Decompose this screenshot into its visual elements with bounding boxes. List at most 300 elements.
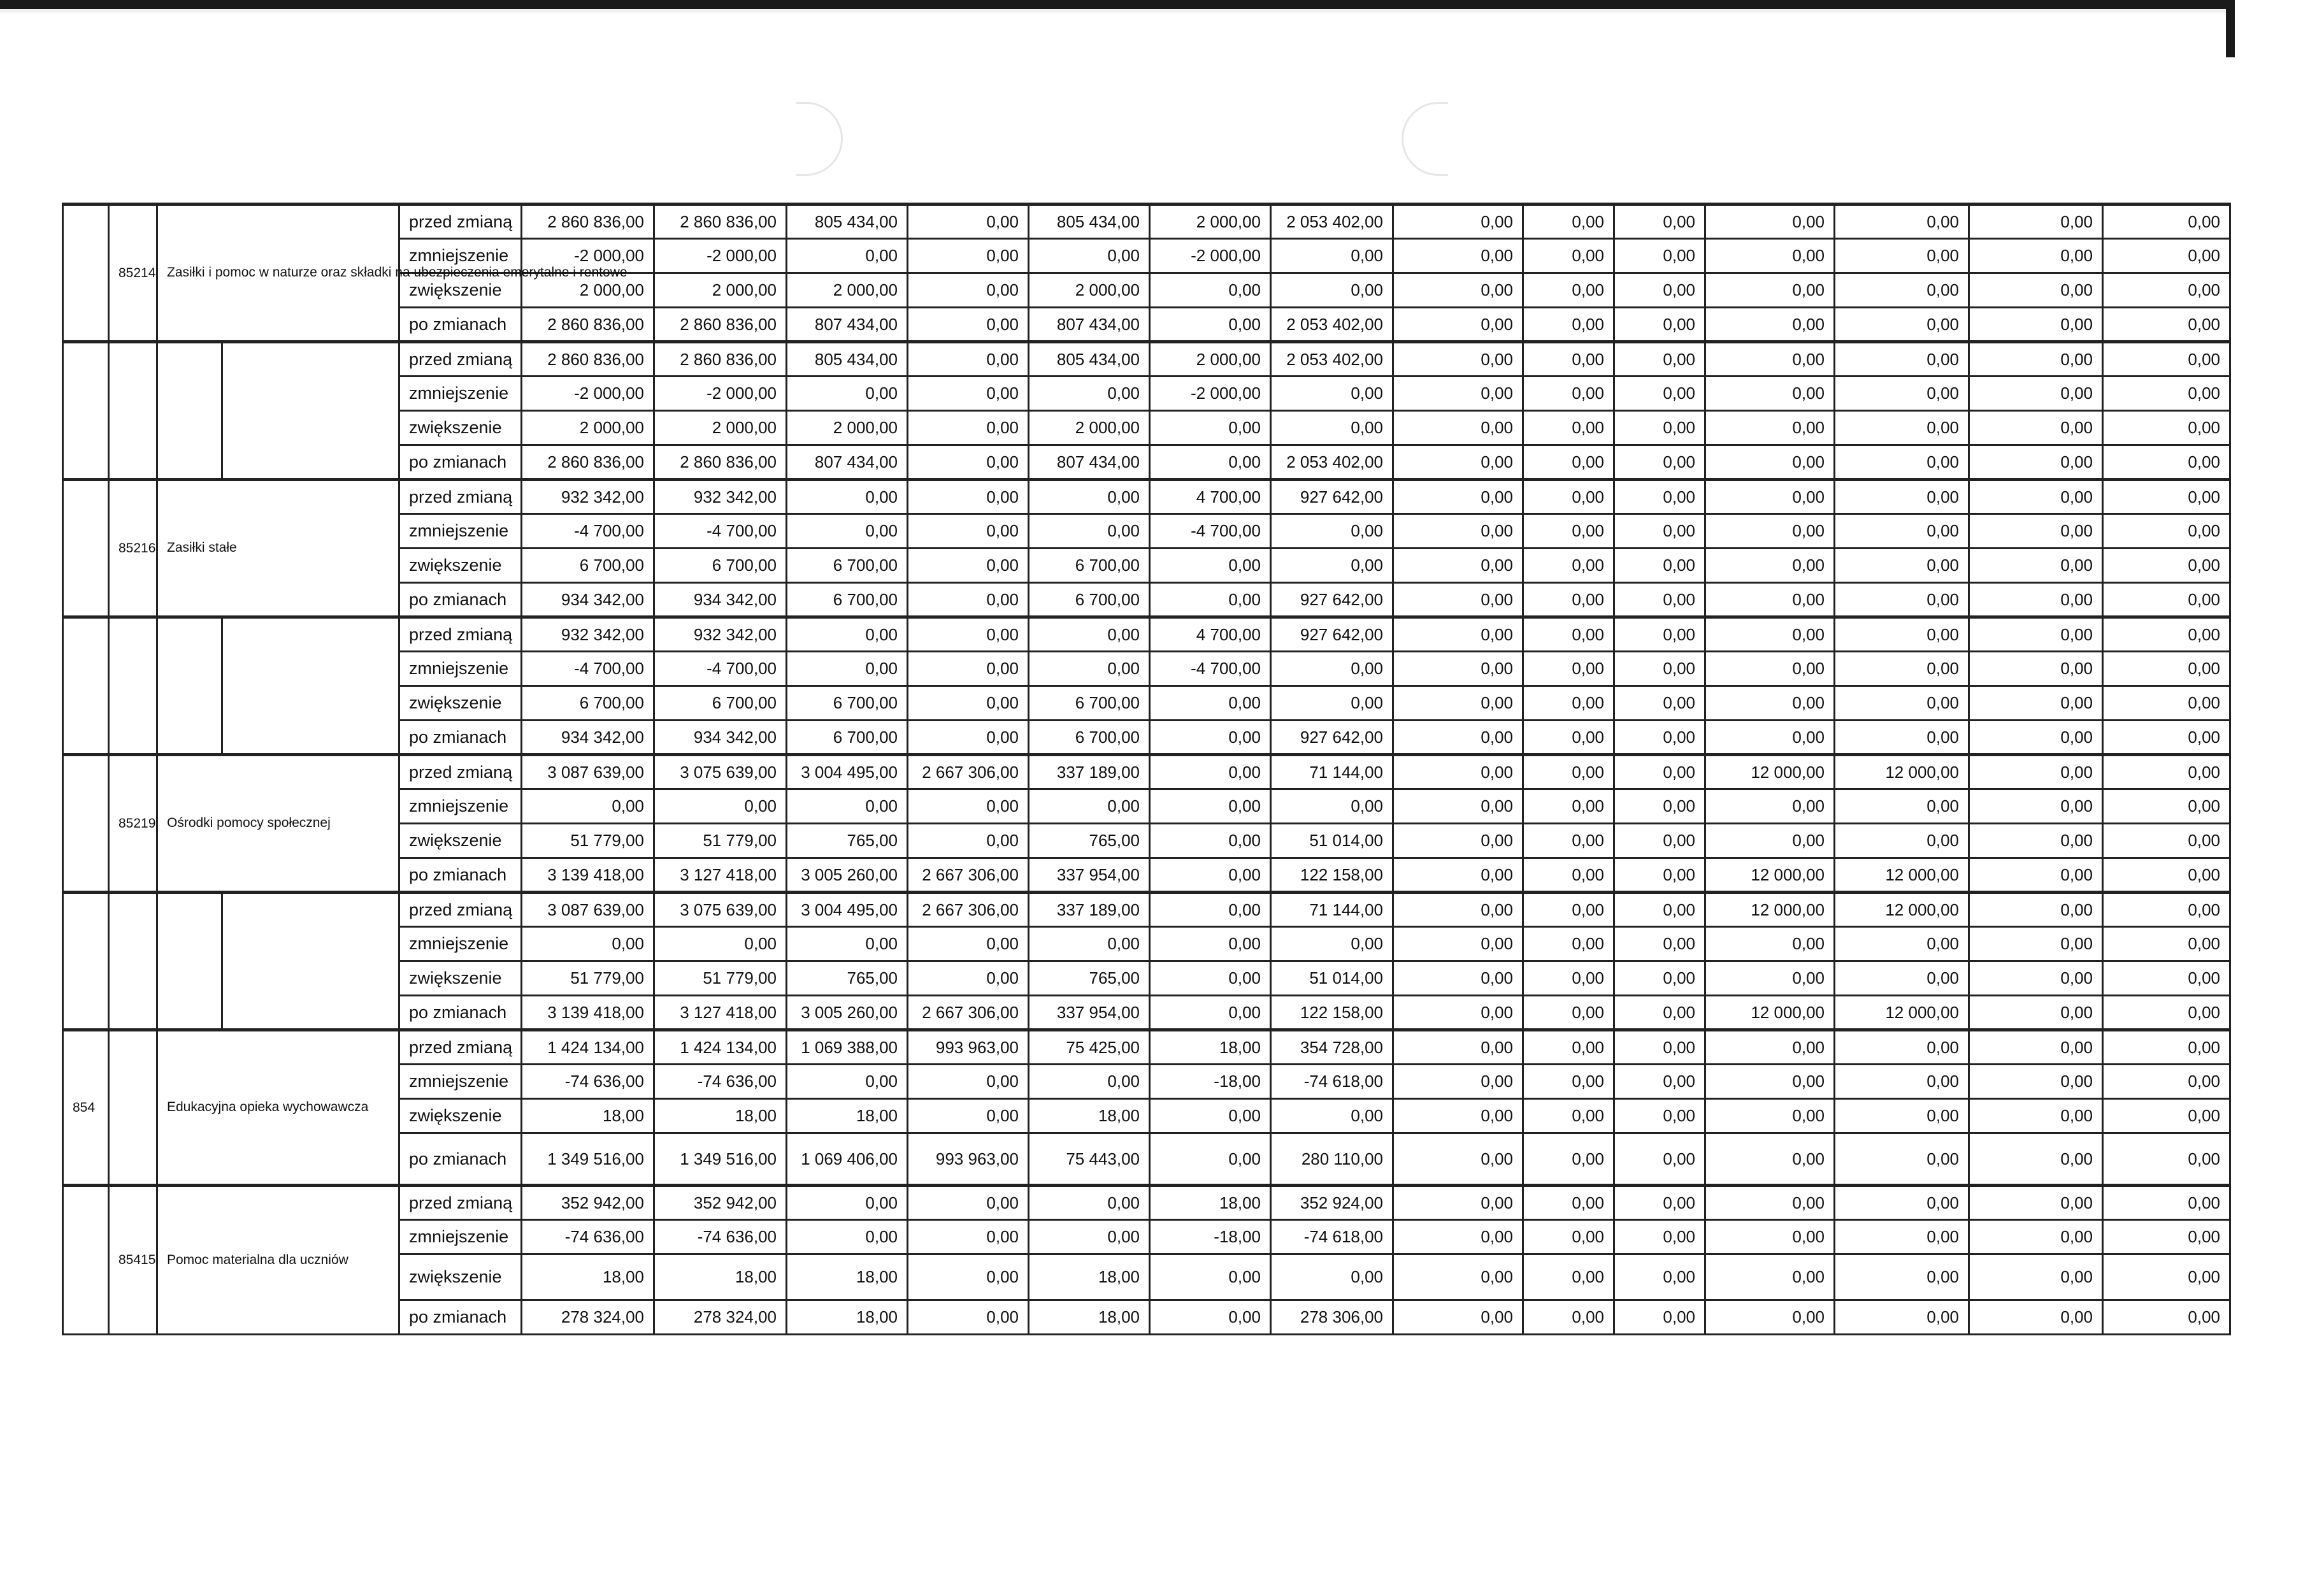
dzial-code [63,1186,109,1335]
amount-cell: 0,00 [1705,961,1835,996]
amount-cell: -74 636,00 [522,1220,654,1254]
amount-cell: 0,00 [1150,824,1271,858]
amount-cell: 6 700,00 [787,549,908,583]
amount-cell: 0,00 [2103,789,2230,824]
amount-cell: 3 139 418,00 [522,996,654,1030]
amount-cell: 0,00 [1705,1065,1835,1099]
amount-cell: -74 636,00 [654,1065,787,1099]
amount-cell: 4 700,00 [1150,480,1271,514]
amount-cell: 6 700,00 [1029,686,1150,721]
amount-cell: 0,00 [1150,445,1271,480]
amount-cell: 0,00 [2103,686,2230,721]
rozdzial-code: 85216 [109,480,157,617]
amount-cell: 0,00 [1969,411,2103,445]
amount-cell: 0,00 [1150,927,1271,961]
amount-cell: 0,00 [1614,893,1705,927]
amount-cell: 0,00 [1969,927,2103,961]
amount-cell: 0,00 [1969,377,2103,411]
amount-cell: 0,00 [1150,858,1271,893]
amount-cell: 6 700,00 [787,583,908,617]
amount-cell: 0,00 [908,1186,1029,1220]
change-type-label: po zmianach [399,583,522,617]
amount-cell: 0,00 [787,789,908,824]
amount-cell: 6 700,00 [787,721,908,755]
amount-cell: 6 700,00 [522,686,654,721]
amount-cell: 2 667 306,00 [908,755,1029,789]
amount-cell: 0,00 [1614,411,1705,445]
amount-cell: 0,00 [1705,686,1835,721]
amount-cell: 0,00 [1835,1065,1969,1099]
change-type-label: zwiększenie [399,686,522,721]
amount-cell: 0,00 [1835,721,1969,755]
amount-cell: 805 434,00 [787,342,908,377]
table-row [63,480,2323,514]
amount-cell: 0,00 [1969,549,2103,583]
amount-cell: 0,00 [1614,1030,1705,1065]
amount-cell: 934 342,00 [654,583,787,617]
amount-cell: -18,00 [1150,1065,1271,1099]
paragraph-cell [157,342,222,480]
amount-cell: 18,00 [787,1300,908,1335]
amount-cell: 0,00 [1523,996,1614,1030]
amount-cell: 0,00 [1150,893,1271,927]
amount-cell: 0,00 [1969,721,2103,755]
amount-cell: 0,00 [1523,411,1614,445]
table-row [63,652,2323,686]
dzial-code [63,617,109,755]
amount-cell: 12 000,00 [1705,893,1835,927]
amount-cell: 0,00 [2103,1133,2230,1186]
amount-cell: 805 434,00 [787,205,908,239]
amount-cell: 71 144,00 [1271,755,1393,789]
amount-cell: 0,00 [1835,652,1969,686]
amount-cell: 2 000,00 [522,273,654,308]
table-row [63,1065,2323,1099]
amount-cell: 0,00 [1271,377,1393,411]
amount-cell: 0,00 [1969,1186,2103,1220]
amount-cell: 0,00 [2103,411,2230,445]
amount-cell: 0,00 [2103,514,2230,549]
amount-cell: 0,00 [1393,996,1523,1030]
amount-cell: 3 139 418,00 [522,858,654,893]
amount-cell: 0,00 [2103,480,2230,514]
table-row [63,342,2323,377]
amount-cell: 0,00 [908,789,1029,824]
amount-cell: 0,00 [1705,480,1835,514]
change-type-label: przed zmianą [399,342,522,377]
table-row [63,789,2323,824]
amount-cell: 765,00 [1029,824,1150,858]
section-name [222,893,399,1030]
change-type-label: zwiększenie [399,961,522,996]
amount-cell: 51 779,00 [654,961,787,996]
change-type-label: po zmianach [399,996,522,1030]
amount-cell: 0,00 [1029,239,1150,273]
table-row [63,377,2323,411]
table-row [63,755,2323,789]
amount-cell: 278 306,00 [1271,1300,1393,1335]
amount-cell: 18,00 [787,1099,908,1133]
amount-cell: 51 779,00 [654,824,787,858]
amount-cell: 0,00 [1393,1300,1523,1335]
amount-cell: 51 779,00 [522,824,654,858]
amount-cell: 0,00 [1029,927,1150,961]
amount-cell: 6 700,00 [654,686,787,721]
change-type-label: zmniejszenie [399,1220,522,1254]
amount-cell: 0,00 [1969,824,2103,858]
amount-cell: 2 000,00 [654,411,787,445]
change-type-label: przed zmianą [399,480,522,514]
amount-cell: 0,00 [1835,1030,1969,1065]
amount-cell: 0,00 [1393,549,1523,583]
amount-cell: 2 860 836,00 [654,308,787,342]
amount-cell: 3 087 639,00 [522,893,654,927]
amount-cell: 0,00 [1029,652,1150,686]
amount-cell: 934 342,00 [522,583,654,617]
amount-cell: 354 728,00 [1271,1030,1393,1065]
table-row [63,445,2323,480]
amount-cell: 0,00 [1835,480,1969,514]
section-name: Ośrodki pomocy społecznej [157,755,399,893]
amount-cell: 0,00 [1835,1186,1969,1220]
amount-cell: 0,00 [2103,445,2230,480]
amount-cell: 0,00 [1029,1065,1150,1099]
amount-cell: 0,00 [1271,1254,1393,1300]
amount-cell: 0,00 [1969,617,2103,652]
amount-cell: 0,00 [1393,721,1523,755]
amount-cell: 75 425,00 [1029,1030,1150,1065]
amount-cell: 0,00 [1393,377,1523,411]
section-name [222,342,399,480]
amount-cell: 2 000,00 [1150,205,1271,239]
amount-cell: 0,00 [1150,273,1271,308]
table-row [63,961,2323,996]
amount-cell: 0,00 [1523,1220,1614,1254]
amount-cell: 0,00 [787,377,908,411]
amount-cell: 0,00 [908,652,1029,686]
amount-cell: 0,00 [1969,273,2103,308]
amount-cell: 0,00 [2103,1220,2230,1254]
amount-cell: -4 700,00 [1150,652,1271,686]
amount-cell: 0,00 [1393,893,1523,927]
amount-cell: 0,00 [1969,1254,2103,1300]
dzial-code [63,205,109,342]
amount-cell: 12 000,00 [1835,996,1969,1030]
amount-cell: 0,00 [1029,514,1150,549]
amount-cell: 0,00 [1393,617,1523,652]
amount-cell: 1 349 516,00 [654,1133,787,1186]
rozdzial-code [109,1030,157,1186]
amount-cell: 2 860 836,00 [654,205,787,239]
amount-cell: 0,00 [1835,342,1969,377]
amount-cell: 0,00 [1835,1133,1969,1186]
amount-cell: 0,00 [2103,893,2230,927]
amount-cell: 0,00 [1393,583,1523,617]
rozdzial-code [109,617,157,755]
amount-cell: 0,00 [908,273,1029,308]
amount-cell: 0,00 [1271,411,1393,445]
amount-cell: 0,00 [1969,583,2103,617]
amount-cell: 0,00 [1393,205,1523,239]
scan-top-margin [0,9,2235,13]
table-row [63,1030,2323,1065]
change-type-label: zwiększenie [399,824,522,858]
amount-cell: 3 075 639,00 [654,893,787,927]
amount-cell: 0,00 [1969,308,2103,342]
amount-cell: 0,00 [1523,445,1614,480]
amount-cell: 0,00 [1523,480,1614,514]
amount-cell: 0,00 [1523,858,1614,893]
amount-cell: 0,00 [1969,1133,2103,1186]
amount-cell: 0,00 [1705,445,1835,480]
amount-cell: 0,00 [1271,1099,1393,1133]
amount-cell: 0,00 [1835,1300,1969,1335]
amount-cell: 0,00 [1393,755,1523,789]
amount-cell: -2 000,00 [1150,239,1271,273]
change-type-label: po zmianach [399,721,522,755]
amount-cell: 0,00 [1705,308,1835,342]
amount-cell: 2 053 402,00 [1271,445,1393,480]
amount-cell: 0,00 [1393,308,1523,342]
amount-cell: 0,00 [2103,755,2230,789]
amount-cell: 0,00 [908,549,1029,583]
amount-cell: 0,00 [1705,583,1835,617]
amount-cell: 0,00 [2103,1030,2230,1065]
amount-cell: 0,00 [1393,411,1523,445]
amount-cell: 0,00 [1614,721,1705,755]
amount-cell: 0,00 [1523,239,1614,273]
amount-cell: 3 005 260,00 [787,996,908,1030]
amount-cell: -2 000,00 [654,377,787,411]
amount-cell: 0,00 [1705,549,1835,583]
amount-cell: 0,00 [1835,824,1969,858]
amount-cell: 0,00 [1523,1133,1614,1186]
amount-cell: 0,00 [787,514,908,549]
amount-cell: 0,00 [1271,789,1393,824]
amount-cell: 0,00 [1523,824,1614,858]
amount-cell: 0,00 [2103,377,2230,411]
amount-cell: 765,00 [787,824,908,858]
amount-cell: 2 860 836,00 [522,205,654,239]
rozdzial-code [109,342,157,480]
amount-cell: 0,00 [908,1099,1029,1133]
amount-cell: 805 434,00 [1029,205,1150,239]
amount-cell: 2 000,00 [1029,273,1150,308]
amount-cell: 0,00 [1705,1300,1835,1335]
amount-cell: 6 700,00 [522,549,654,583]
amount-cell: 352 942,00 [522,1186,654,1220]
change-type-label: przed zmianą [399,893,522,927]
amount-cell: 2 000,00 [654,273,787,308]
table-row [63,583,2323,617]
amount-cell: 0,00 [908,342,1029,377]
amount-cell: 0,00 [1969,1300,2103,1335]
change-type-label: zmniejszenie [399,789,522,824]
amount-cell: 122 158,00 [1271,858,1393,893]
rozdzial-code [109,893,157,1030]
amount-cell: 0,00 [2103,239,2230,273]
amount-cell: 0,00 [1523,1186,1614,1220]
amount-cell: 0,00 [2103,996,2230,1030]
amount-cell: 0,00 [1705,273,1835,308]
scan-top-edge [0,0,2235,9]
amount-cell: 0,00 [1393,342,1523,377]
amount-cell: 0,00 [1150,583,1271,617]
amount-cell: 0,00 [1150,1254,1271,1300]
table-row [63,411,2323,445]
change-type-label: po zmianach [399,445,522,480]
amount-cell: 0,00 [1835,789,1969,824]
amount-cell: 337 189,00 [1029,893,1150,927]
amount-cell: 0,00 [1969,445,2103,480]
amount-cell: 0,00 [1523,893,1614,927]
amount-cell: 0,00 [1523,789,1614,824]
amount-cell: 0,00 [1150,961,1271,996]
amount-cell: -2 000,00 [522,377,654,411]
amount-cell: -2 000,00 [1150,377,1271,411]
table-row [63,1300,2323,1335]
amount-cell: 0,00 [1705,1186,1835,1220]
amount-cell: 3 127 418,00 [654,858,787,893]
amount-cell: 0,00 [2103,205,2230,239]
amount-cell: 0,00 [1614,617,1705,652]
amount-cell: 765,00 [787,961,908,996]
amount-cell: 0,00 [1271,686,1393,721]
section-name: Pomoc materialna dla uczniów [157,1186,399,1335]
amount-cell: 1 349 516,00 [522,1133,654,1186]
amount-cell: 0,00 [1393,1254,1523,1300]
amount-cell: 0,00 [1150,686,1271,721]
amount-cell: 0,00 [908,927,1029,961]
amount-cell: 337 954,00 [1029,858,1150,893]
amount-cell: 0,00 [2103,342,2230,377]
amount-cell: 278 324,00 [522,1300,654,1335]
amount-cell: 122 158,00 [1271,996,1393,1030]
amount-cell: 807 434,00 [1029,445,1150,480]
amount-cell: 0,00 [1614,686,1705,721]
amount-cell: 51 014,00 [1271,824,1393,858]
amount-cell: 932 342,00 [522,480,654,514]
amount-cell: 3 004 495,00 [787,893,908,927]
amount-cell: 1 424 134,00 [522,1030,654,1065]
amount-cell: 0,00 [1393,239,1523,273]
amount-cell: 0,00 [1614,205,1705,239]
amount-cell: 0,00 [1835,583,1969,617]
amount-cell: -74 618,00 [1271,1220,1393,1254]
amount-cell: 0,00 [1614,445,1705,480]
amount-cell: 0,00 [908,617,1029,652]
change-type-label: zwiększenie [399,1099,522,1133]
change-type-label: po zmianach [399,1300,522,1335]
amount-cell: 352 942,00 [654,1186,787,1220]
rozdzial-code: 85214 [109,205,157,342]
amount-cell: 0,00 [1029,1220,1150,1254]
amount-cell: 0,00 [908,961,1029,996]
amount-cell: 3 005 260,00 [787,858,908,893]
amount-cell: 0,00 [1393,1065,1523,1099]
amount-cell: 0,00 [2103,308,2230,342]
amount-cell: 0,00 [2103,652,2230,686]
amount-cell: 0,00 [522,927,654,961]
amount-cell: 0,00 [1614,1300,1705,1335]
amount-cell: 0,00 [1705,1030,1835,1065]
amount-cell: 6 700,00 [654,549,787,583]
amount-cell: 0,00 [1393,1030,1523,1065]
amount-cell: 12 000,00 [1705,858,1835,893]
amount-cell: 0,00 [1271,273,1393,308]
amount-cell: 6 700,00 [787,686,908,721]
amount-cell: 0,00 [1150,1300,1271,1335]
table-row [63,549,2323,583]
amount-cell: 934 342,00 [522,721,654,755]
amount-cell: 2 053 402,00 [1271,205,1393,239]
change-type-label: zwiększenie [399,411,522,445]
amount-cell: 18,00 [522,1254,654,1300]
amount-cell: 12 000,00 [1705,755,1835,789]
amount-cell: 0,00 [2103,1186,2230,1220]
amount-cell: 3 004 495,00 [787,755,908,789]
table-row [63,893,2323,927]
amount-cell: 0,00 [1614,377,1705,411]
amount-cell: 0,00 [908,1220,1029,1254]
amount-cell: 0,00 [2103,617,2230,652]
amount-cell: 0,00 [1150,411,1271,445]
amount-cell: 2 667 306,00 [908,893,1029,927]
table-row [63,1186,2323,1220]
amount-cell: 0,00 [1393,1220,1523,1254]
amount-cell: 0,00 [787,1065,908,1099]
table-row [63,308,2323,342]
amount-cell: 0,00 [908,824,1029,858]
amount-cell: 0,00 [787,617,908,652]
amount-cell: 0,00 [908,411,1029,445]
amount-cell: 0,00 [1393,824,1523,858]
amount-cell: 0,00 [1393,789,1523,824]
amount-cell: 932 342,00 [654,480,787,514]
change-type-label: przed zmianą [399,1186,522,1220]
amount-cell: 18,00 [654,1099,787,1133]
amount-cell: 0,00 [908,445,1029,480]
amount-cell: 0,00 [908,721,1029,755]
dzial-code [63,342,109,480]
amount-cell: -4 700,00 [1150,514,1271,549]
amount-cell: 0,00 [1705,1220,1835,1254]
amount-cell: 807 434,00 [787,308,908,342]
amount-cell: 0,00 [1393,1186,1523,1220]
amount-cell: 0,00 [1969,1220,2103,1254]
amount-cell: 2 860 836,00 [522,445,654,480]
section-name [222,617,399,755]
amount-cell: -4 700,00 [654,652,787,686]
amount-cell: 0,00 [1705,789,1835,824]
amount-cell: 0,00 [908,686,1029,721]
amount-cell: 0,00 [908,1065,1029,1099]
amount-cell: 0,00 [1523,755,1614,789]
amount-cell: 18,00 [1150,1030,1271,1065]
amount-cell: 1 424 134,00 [654,1030,787,1065]
amount-cell: 0,00 [1029,480,1150,514]
amount-cell: 0,00 [1969,789,2103,824]
amount-cell: 0,00 [1393,858,1523,893]
amount-cell: 51 014,00 [1271,961,1393,996]
amount-cell: 0,00 [1614,927,1705,961]
amount-cell: 927 642,00 [1271,583,1393,617]
amount-cell: 6 700,00 [1029,721,1150,755]
amount-cell: 0,00 [1150,789,1271,824]
change-type-label: zmniejszenie [399,514,522,549]
change-type-label: zmniejszenie [399,652,522,686]
amount-cell: 0,00 [1705,824,1835,858]
